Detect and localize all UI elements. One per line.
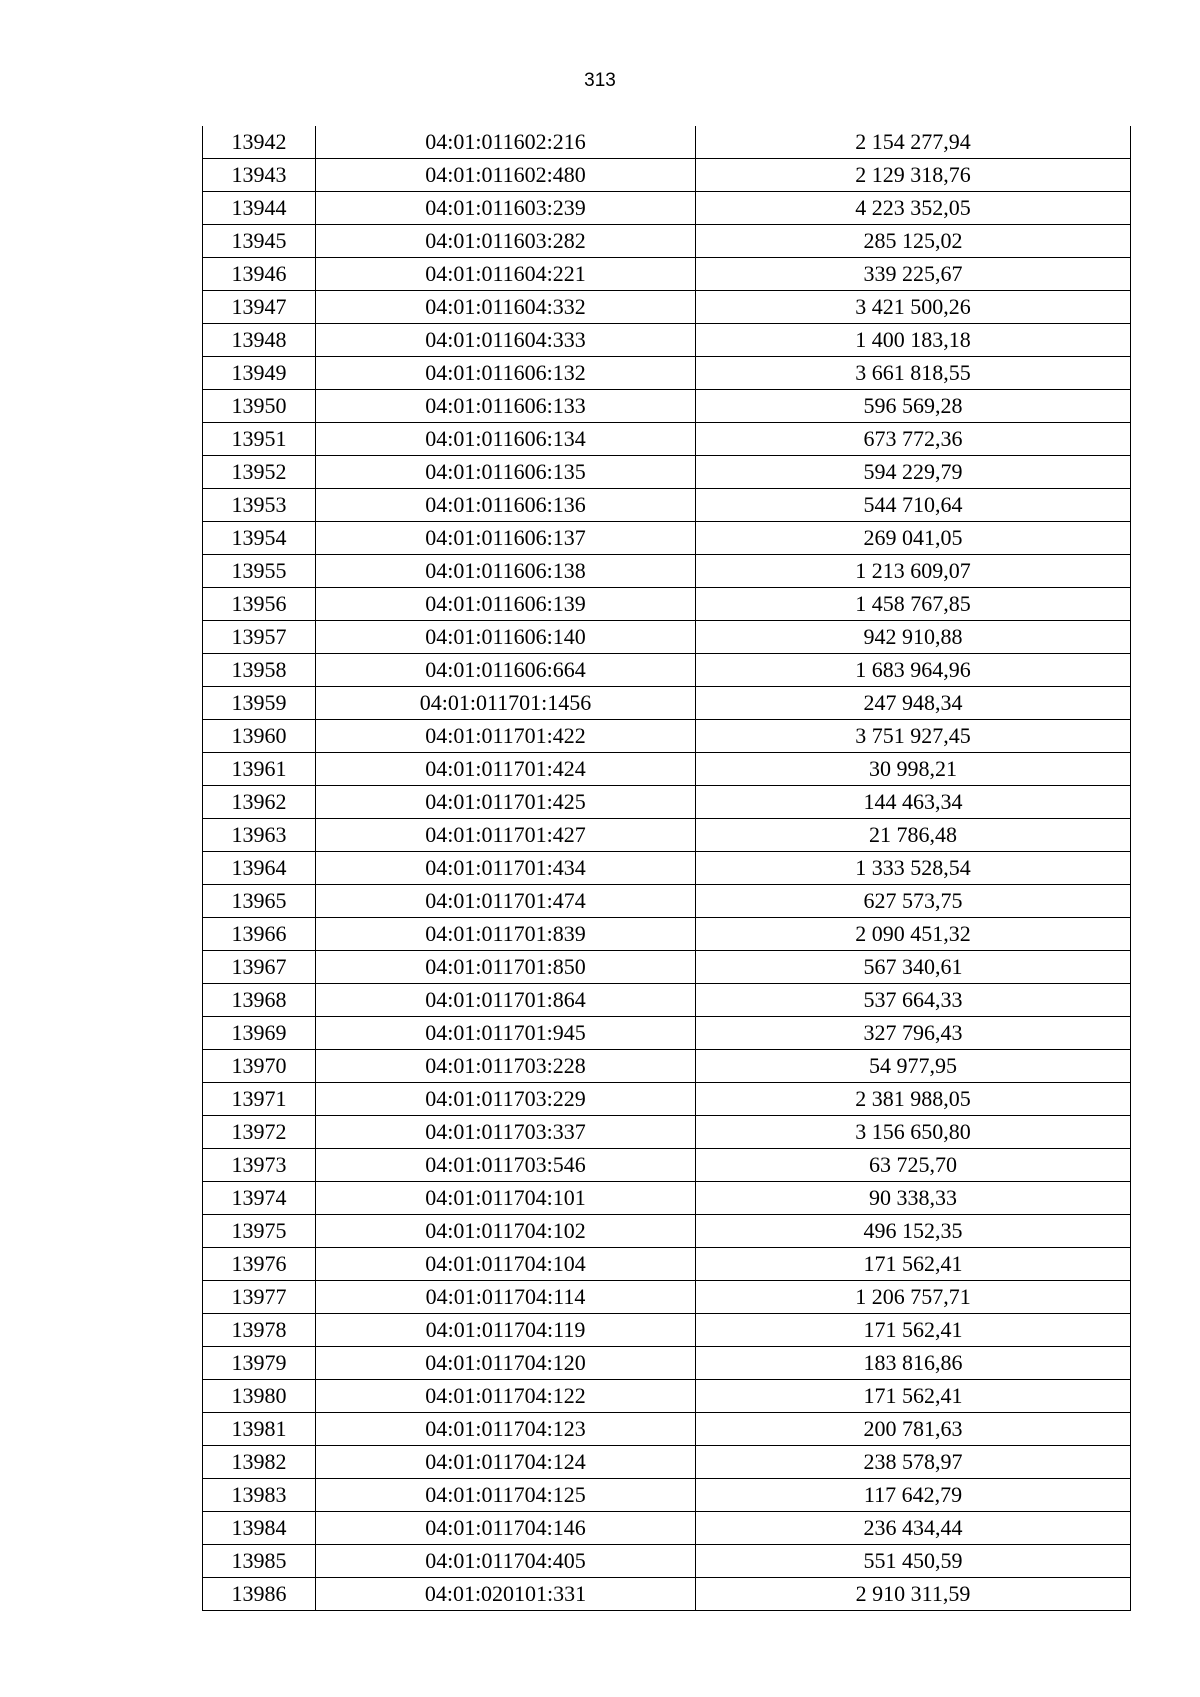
cadastral-value-cell: 2 090 451,32: [696, 918, 1131, 951]
cadastral-value-cell: 63 725,70: [696, 1149, 1131, 1182]
row-number-cell: 13972: [203, 1116, 316, 1149]
cadastral-number-cell: 04:01:011606:132: [316, 357, 696, 390]
cadastral-value-cell: 596 569,28: [696, 390, 1131, 423]
table-row: [203, 192, 1131, 225]
table-row: [203, 918, 1131, 951]
table-row: [203, 1512, 1131, 1545]
row-number-cell: 13960: [203, 720, 316, 753]
cadastral-number-cell: 04:01:011606:133: [316, 390, 696, 423]
row-number-cell: 13977: [203, 1281, 316, 1314]
cadastral-number-cell: 04:01:011606:139: [316, 588, 696, 621]
table-row: [203, 390, 1131, 423]
cadastral-value-cell: 285 125,02: [696, 225, 1131, 258]
row-number-cell: 13950: [203, 390, 316, 423]
cadastral-number-cell: 04:01:011602:480: [316, 159, 696, 192]
row-number-cell: 13975: [203, 1215, 316, 1248]
cadastral-value-cell: 1 458 767,85: [696, 588, 1131, 621]
cadastral-value-cell: 238 578,97: [696, 1446, 1131, 1479]
table-row: [203, 1248, 1131, 1281]
cadastral-number-cell: 04:01:011701:474: [316, 885, 696, 918]
table-row: [203, 951, 1131, 984]
cadastral-value-cell: 171 562,41: [696, 1380, 1131, 1413]
row-number-cell: 13979: [203, 1347, 316, 1380]
table-row: [203, 1347, 1131, 1380]
row-number-cell: 13942: [203, 126, 316, 159]
cadastral-number-cell: 04:01:011606:140: [316, 621, 696, 654]
cadastral-number-cell: 04:01:011704:104: [316, 1248, 696, 1281]
cadastral-value-cell: 537 664,33: [696, 984, 1131, 1017]
cadastral-value-cell: 171 562,41: [696, 1248, 1131, 1281]
cadastral-value-cell: 247 948,34: [696, 687, 1131, 720]
table-row: [203, 1479, 1131, 1512]
cadastral-number-cell: 04:01:011701:945: [316, 1017, 696, 1050]
row-number-cell: 13969: [203, 1017, 316, 1050]
cadastral-value-cell: 3 156 650,80: [696, 1116, 1131, 1149]
cadastral-number-cell: 04:01:011606:137: [316, 522, 696, 555]
page-number: 313: [584, 70, 616, 91]
row-number-cell: 13957: [203, 621, 316, 654]
cadastral-number-cell: 04:01:011701:422: [316, 720, 696, 753]
cadastral-number-cell: 04:01:011602:216: [316, 126, 696, 159]
row-number-cell: 13971: [203, 1083, 316, 1116]
cadastral-number-cell: 04:01:011701:1456: [316, 687, 696, 720]
table-row: [203, 1017, 1131, 1050]
cadastral-number-cell: 04:01:011606:138: [316, 555, 696, 588]
cadastral-value-cell: 594 229,79: [696, 456, 1131, 489]
row-number-cell: 13945: [203, 225, 316, 258]
row-number-cell: 13958: [203, 654, 316, 687]
row-number-cell: 13953: [203, 489, 316, 522]
table-row: [203, 1545, 1131, 1578]
row-number-cell: 13968: [203, 984, 316, 1017]
cadastral-value-cell: 627 573,75: [696, 885, 1131, 918]
table-row: [203, 621, 1131, 654]
cadastral-number-cell: 04:01:011704:146: [316, 1512, 696, 1545]
row-number-cell: 13956: [203, 588, 316, 621]
table-row: [203, 984, 1131, 1017]
row-number-cell: 13963: [203, 819, 316, 852]
cadastral-number-cell: 04:01:011704:119: [316, 1314, 696, 1347]
cadastral-value-cell: 2 910 311,59: [696, 1578, 1131, 1611]
cadastral-number-cell: 04:01:011704:101: [316, 1182, 696, 1215]
row-number-cell: 13983: [203, 1479, 316, 1512]
cadastral-value-cell: 1 206 757,71: [696, 1281, 1131, 1314]
table-row: [203, 1578, 1131, 1611]
table-row: [203, 1149, 1131, 1182]
cadastral-value-cell: 339 225,67: [696, 258, 1131, 291]
row-number-cell: 13965: [203, 885, 316, 918]
table-body: [203, 126, 1131, 1611]
row-number-cell: 13973: [203, 1149, 316, 1182]
cadastral-value-cell: 1 333 528,54: [696, 852, 1131, 885]
cadastral-value-cell: 3 661 818,55: [696, 357, 1131, 390]
cadastral-value-cell: 551 450,59: [696, 1545, 1131, 1578]
table-row: [203, 1281, 1131, 1314]
cadastral-number-cell: 04:01:011703:229: [316, 1083, 696, 1116]
cadastral-number-cell: 04:01:011606:134: [316, 423, 696, 456]
row-number-cell: 13955: [203, 555, 316, 588]
table-row: [203, 258, 1131, 291]
row-number-cell: 13946: [203, 258, 316, 291]
row-number-cell: 13959: [203, 687, 316, 720]
table-row: [203, 786, 1131, 819]
cadastral-number-cell: 04:01:011703:546: [316, 1149, 696, 1182]
cadastral-number-cell: 04:01:011701:424: [316, 753, 696, 786]
cadastral-number-cell: 04:01:011703:228: [316, 1050, 696, 1083]
cadastral-number-cell: 04:01:011701:434: [316, 852, 696, 885]
row-number-cell: 13954: [203, 522, 316, 555]
row-number-cell: 13966: [203, 918, 316, 951]
row-number-cell: 13967: [203, 951, 316, 984]
cadastral-value-cell: 200 781,63: [696, 1413, 1131, 1446]
cadastral-value-cell: 1 683 964,96: [696, 654, 1131, 687]
cadastral-value-cell: 1 400 183,18: [696, 324, 1131, 357]
cadastral-value-cell: 942 910,88: [696, 621, 1131, 654]
cadastral-value-cell: 2 154 277,94: [696, 126, 1131, 159]
cadastral-number-cell: 04:01:011604:333: [316, 324, 696, 357]
row-number-cell: 13982: [203, 1446, 316, 1479]
cadastral-number-cell: 04:01:011603:282: [316, 225, 696, 258]
table-row: [203, 489, 1131, 522]
row-number-cell: 13962: [203, 786, 316, 819]
cadastral-number-cell: 04:01:011606:664: [316, 654, 696, 687]
cadastral-value-cell: 673 772,36: [696, 423, 1131, 456]
cadastral-number-cell: 04:01:011701:427: [316, 819, 696, 852]
cadastral-number-cell: 04:01:011704:123: [316, 1413, 696, 1446]
cadastral-value-cell: 144 463,34: [696, 786, 1131, 819]
row-number-cell: 13943: [203, 159, 316, 192]
row-number-cell: 13970: [203, 1050, 316, 1083]
table-row: [203, 1116, 1131, 1149]
table-row: [203, 291, 1131, 324]
cadastral-number-cell: 04:01:011704:114: [316, 1281, 696, 1314]
row-number-cell: 13978: [203, 1314, 316, 1347]
cadastral-value-cell: 4 223 352,05: [696, 192, 1131, 225]
table-row: [203, 654, 1131, 687]
table-row: [203, 1380, 1131, 1413]
cadastral-value-cell: 90 338,33: [696, 1182, 1131, 1215]
row-number-cell: 13944: [203, 192, 316, 225]
row-number-cell: 13985: [203, 1545, 316, 1578]
row-number-cell: 13981: [203, 1413, 316, 1446]
cadastral-number-cell: 04:01:011606:136: [316, 489, 696, 522]
cadastral-number-cell: 04:01:011701:425: [316, 786, 696, 819]
cadastral-value-cell: 236 434,44: [696, 1512, 1131, 1545]
cadastral-value-cell: 2 129 318,76: [696, 159, 1131, 192]
cadastral-value-cell: 21 786,48: [696, 819, 1131, 852]
cadastral-number-cell: 04:01:011704:122: [316, 1380, 696, 1413]
row-number-cell: 13961: [203, 753, 316, 786]
row-number-cell: 13986: [203, 1578, 316, 1611]
table-row: [203, 819, 1131, 852]
row-number-cell: 13948: [203, 324, 316, 357]
table-row: [203, 357, 1131, 390]
table-row: [203, 126, 1131, 159]
table-row: [203, 555, 1131, 588]
cadastral-number-cell: 04:01:011701:864: [316, 984, 696, 1017]
cadastral-value-table: [202, 126, 1131, 1611]
cadastral-number-cell: 04:01:011604:221: [316, 258, 696, 291]
cadastral-number-cell: 04:01:011603:239: [316, 192, 696, 225]
table-row: [203, 852, 1131, 885]
cadastral-value-cell: 30 998,21: [696, 753, 1131, 786]
cadastral-value-cell: 3 751 927,45: [696, 720, 1131, 753]
table-row: [203, 687, 1131, 720]
table-row: [203, 1314, 1131, 1347]
table-row: [203, 324, 1131, 357]
table-row: [203, 1050, 1131, 1083]
row-number-cell: 13974: [203, 1182, 316, 1215]
table-row: [203, 753, 1131, 786]
table-row: [203, 456, 1131, 489]
cadastral-number-cell: 04:01:011701:839: [316, 918, 696, 951]
cadastral-number-cell: 04:01:011704:405: [316, 1545, 696, 1578]
cadastral-number-cell: 04:01:011604:332: [316, 291, 696, 324]
table-row: [203, 522, 1131, 555]
row-number-cell: 13951: [203, 423, 316, 456]
row-number-cell: 13976: [203, 1248, 316, 1281]
table-row: [203, 423, 1131, 456]
cadastral-value-cell: 171 562,41: [696, 1314, 1131, 1347]
table-row: [203, 1413, 1131, 1446]
cadastral-value-cell: 1 213 609,07: [696, 555, 1131, 588]
cadastral-value-cell: 567 340,61: [696, 951, 1131, 984]
cadastral-number-cell: 04:01:011704:125: [316, 1479, 696, 1512]
cadastral-value-cell: 183 816,86: [696, 1347, 1131, 1380]
row-number-cell: 13947: [203, 291, 316, 324]
cadastral-value-cell: 496 152,35: [696, 1215, 1131, 1248]
table-row: [203, 225, 1131, 258]
cadastral-value-cell: 54 977,95: [696, 1050, 1131, 1083]
row-number-cell: 13964: [203, 852, 316, 885]
table-row: [203, 1182, 1131, 1215]
table-row: [203, 1215, 1131, 1248]
table-row: [203, 588, 1131, 621]
cadastral-number-cell: 04:01:011704:102: [316, 1215, 696, 1248]
table-row: [203, 720, 1131, 753]
row-number-cell: 13980: [203, 1380, 316, 1413]
cadastral-number-cell: 04:01:011704:124: [316, 1446, 696, 1479]
table-row: [203, 159, 1131, 192]
cadastral-number-cell: 04:01:011703:337: [316, 1116, 696, 1149]
table-row: [203, 1083, 1131, 1116]
cadastral-value-cell: 544 710,64: [696, 489, 1131, 522]
cadastral-number-cell: 04:01:011704:120: [316, 1347, 696, 1380]
cadastral-number-cell: 04:01:011701:850: [316, 951, 696, 984]
table-row: [203, 1446, 1131, 1479]
cadastral-number-cell: 04:01:011606:135: [316, 456, 696, 489]
row-number-cell: 13949: [203, 357, 316, 390]
cadastral-value-cell: 3 421 500,26: [696, 291, 1131, 324]
table-row: [203, 885, 1131, 918]
cadastral-value-cell: 269 041,05: [696, 522, 1131, 555]
row-number-cell: 13984: [203, 1512, 316, 1545]
cadastral-value-cell: 117 642,79: [696, 1479, 1131, 1512]
cadastral-value-cell: 2 381 988,05: [696, 1083, 1131, 1116]
cadastral-number-cell: 04:01:020101:331: [316, 1578, 696, 1611]
cadastral-value-cell: 327 796,43: [696, 1017, 1131, 1050]
row-number-cell: 13952: [203, 456, 316, 489]
